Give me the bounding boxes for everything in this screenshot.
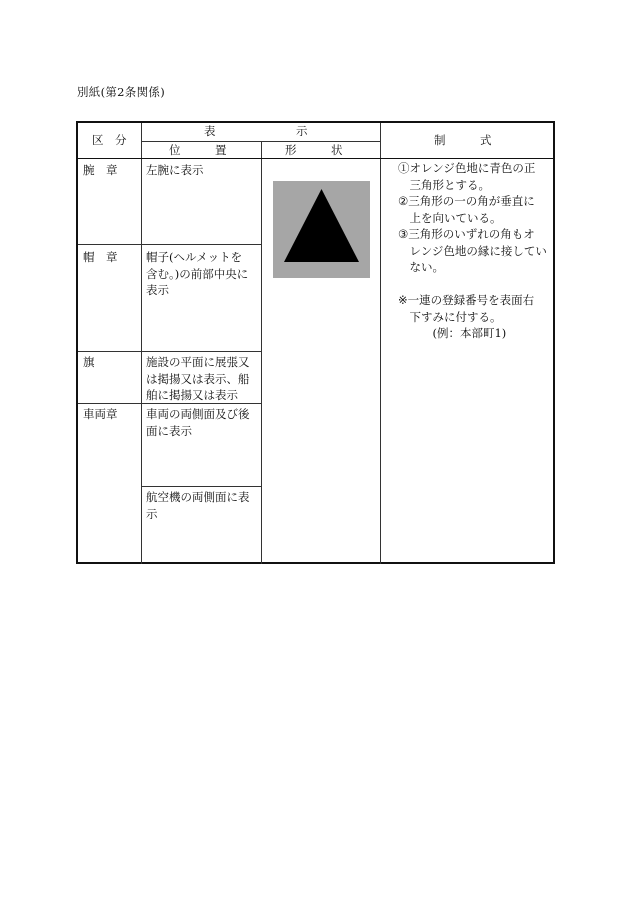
position-vehicle-badge: 車両の両側面及び後 面に表示 bbox=[146, 407, 250, 438]
row-divider bbox=[78, 351, 261, 352]
row-divider bbox=[141, 486, 261, 487]
header-spec: 制 式 bbox=[434, 133, 492, 147]
row-divider bbox=[78, 158, 555, 159]
category-flag: 旗 bbox=[83, 355, 95, 369]
category-armband: 腕 章 bbox=[83, 163, 118, 177]
column-divider bbox=[380, 123, 381, 564]
header-position: 位 置 bbox=[169, 143, 227, 157]
category-cap-badge: 帽 章 bbox=[83, 250, 118, 264]
blue-triangle-icon bbox=[273, 181, 370, 278]
document-caption: 別紙(第2条関係) bbox=[77, 85, 165, 99]
header-display: 表 示 bbox=[204, 124, 308, 138]
emblem-image bbox=[273, 181, 370, 278]
header-category: 区 分 bbox=[92, 133, 127, 147]
protection-emblem-table bbox=[76, 121, 555, 564]
row-divider bbox=[78, 244, 261, 245]
position-aircraft: 航空機の両側面に表 示 bbox=[146, 490, 250, 521]
category-vehicle-badge: 車両章 bbox=[83, 407, 118, 421]
position-armband: 左腕に表示 bbox=[146, 163, 204, 177]
position-flag: 施設の平面に展張又 は掲揚又は表示、船 舶に掲揚又は表示 bbox=[146, 355, 250, 402]
column-divider bbox=[141, 123, 142, 564]
specification-text: ①オレンジ色地に青色の正 三角形とする。 ②三角形の一の角が垂直に 上を向いている。 ③三角形のいずれの角もオ レンジ色地の縁に接してい ない。 ※一連の登録番号を表面右 下すみに付する。 (例：本部町1) bbox=[398, 161, 547, 340]
column-divider bbox=[261, 142, 262, 564]
header-shape: 形 状 bbox=[285, 143, 343, 157]
position-cap-badge: 帽子(ヘルメットを 含む。)の前部中央に 表示 bbox=[146, 250, 249, 297]
